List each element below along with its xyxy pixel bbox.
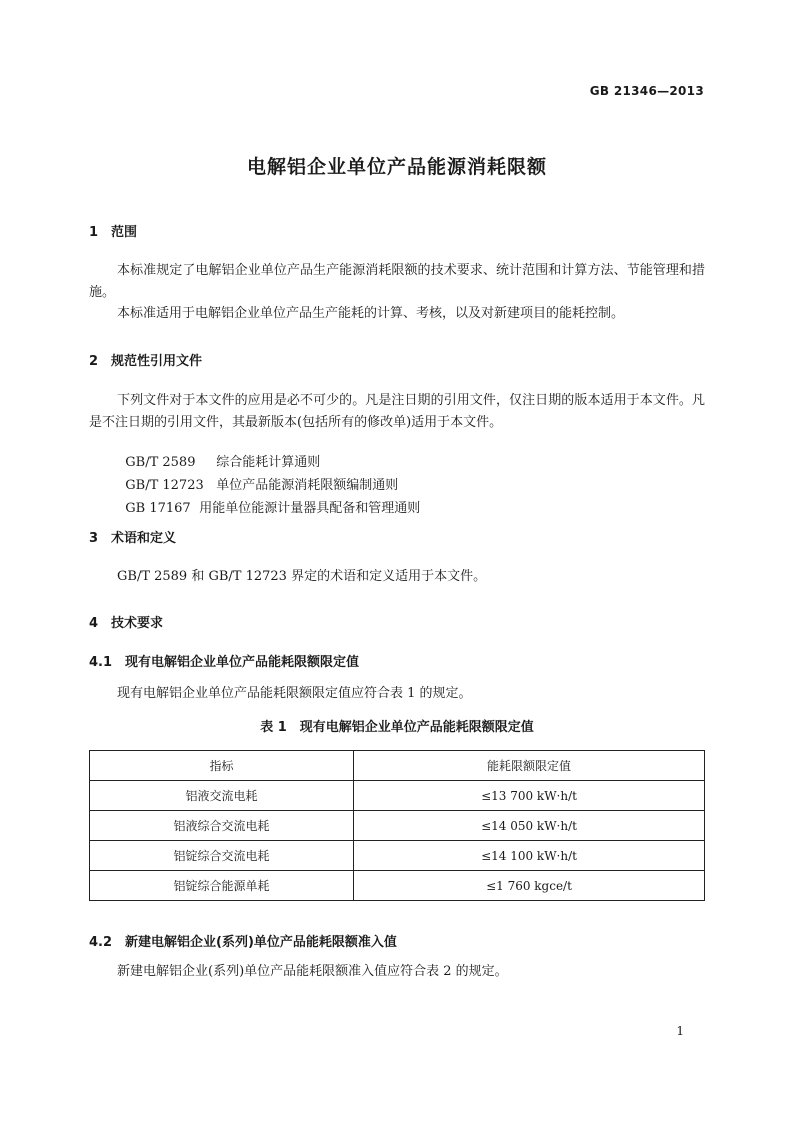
- section-1-paragraph-1: 本标准规定了电解铝企业单位产品生产能源消耗限额的技术要求、统计范围和计算方法、节能管理和措施。: [89, 263, 705, 300]
- table-cell-value: ≤14 100 kW·h/t: [354, 841, 705, 871]
- section-3-heading: [89, 527, 176, 546]
- column-header-indicator: 指标: [90, 751, 354, 781]
- table-cell-indicator: 铝液交流电耗: [90, 781, 354, 811]
- table-row: [90, 811, 705, 841]
- section-title: 范围: [111, 225, 138, 240]
- reference-title: 综合能耗计算通则: [216, 455, 321, 470]
- table-row: [90, 781, 705, 811]
- section-3-paragraph-1: GB/T 2589 和 GB/T 12723 界定的术语和定义适用于本文件。: [117, 569, 487, 584]
- table-cell-value: ≤1 760 kgce/t: [354, 871, 705, 901]
- table-cell-value: ≤13 700 kW·h/t: [354, 781, 705, 811]
- reference-code: GB/T 2589: [125, 455, 196, 470]
- section-4-2-paragraph: 新建电解铝企业(系列)单位产品能耗限额准入值应符合表 2 的规定。: [117, 964, 508, 979]
- column-header-limit-value: 能耗限额限定值: [354, 751, 705, 781]
- section-4-1-paragraph: 现有电解铝企业单位产品能耗限额限定值应符合表 1 的规定。: [117, 686, 472, 701]
- reference-code: GB/T 12723: [125, 478, 204, 493]
- table-row: [90, 841, 705, 871]
- reference-code: GB 17167: [125, 501, 191, 516]
- section-number: 4: [89, 616, 99, 631]
- table-row: [90, 871, 705, 901]
- page-number: 1: [676, 1024, 684, 1038]
- section-number: 1: [89, 225, 99, 240]
- section-title: 术语和定义: [111, 531, 177, 546]
- table-header-row: [90, 751, 705, 781]
- section-4-2-heading: [89, 931, 397, 950]
- table-1: [89, 750, 705, 901]
- section-4-1-heading: [89, 651, 359, 670]
- table-cell-indicator: 铝锭综合交流电耗: [90, 841, 354, 871]
- section-number: 4.2: [89, 935, 113, 950]
- table-1-caption: 表 1 现有电解铝企业单位产品能耗限额限定值: [260, 720, 534, 735]
- reference-title: 用能单位能源计量器具配备和管理通则: [199, 501, 421, 516]
- table-cell-value: ≤14 050 kW·h/t: [354, 811, 705, 841]
- document-title: 电解铝企业单位产品能源消耗限额: [246, 156, 547, 178]
- reference-title: 单位产品能源消耗限额编制通则: [216, 478, 399, 493]
- section-2-paragraph-1: 下列文件对于本文件的应用是必不可少的。凡是注日期的引用文件，仅注日期的版本适用于本文件。凡是不注日期的引用文件，其最新版本(包括所有的修改单)适用于本文件。: [89, 393, 705, 430]
- section-title: 规范性引用文件: [111, 354, 203, 369]
- section-2-heading: [89, 350, 202, 369]
- section-title: 现有电解铝企业单位产品能耗限额限定值: [125, 655, 360, 670]
- table-cell-indicator: 铝锭综合能源单耗: [90, 871, 354, 901]
- section-title: 技术要求: [111, 616, 164, 631]
- section-1-paragraph-2: 本标准适用于电解铝企业单位产品生产能耗的计算、考核，以及对新建项目的能耗控制。: [117, 306, 625, 321]
- table-cell-indicator: 铝液综合交流电耗: [90, 811, 354, 841]
- standard-code: GB 21346—2013: [589, 84, 704, 98]
- section-4-heading: [89, 612, 163, 631]
- section-number: 2: [89, 354, 99, 369]
- section-title: 新建电解铝企业(系列)单位产品能耗限额准入值: [125, 935, 397, 950]
- section-number: 3: [89, 531, 99, 546]
- section-number: 4.1: [89, 655, 113, 670]
- section-1-heading: [89, 221, 137, 240]
- reference-item: [117, 482, 420, 516]
